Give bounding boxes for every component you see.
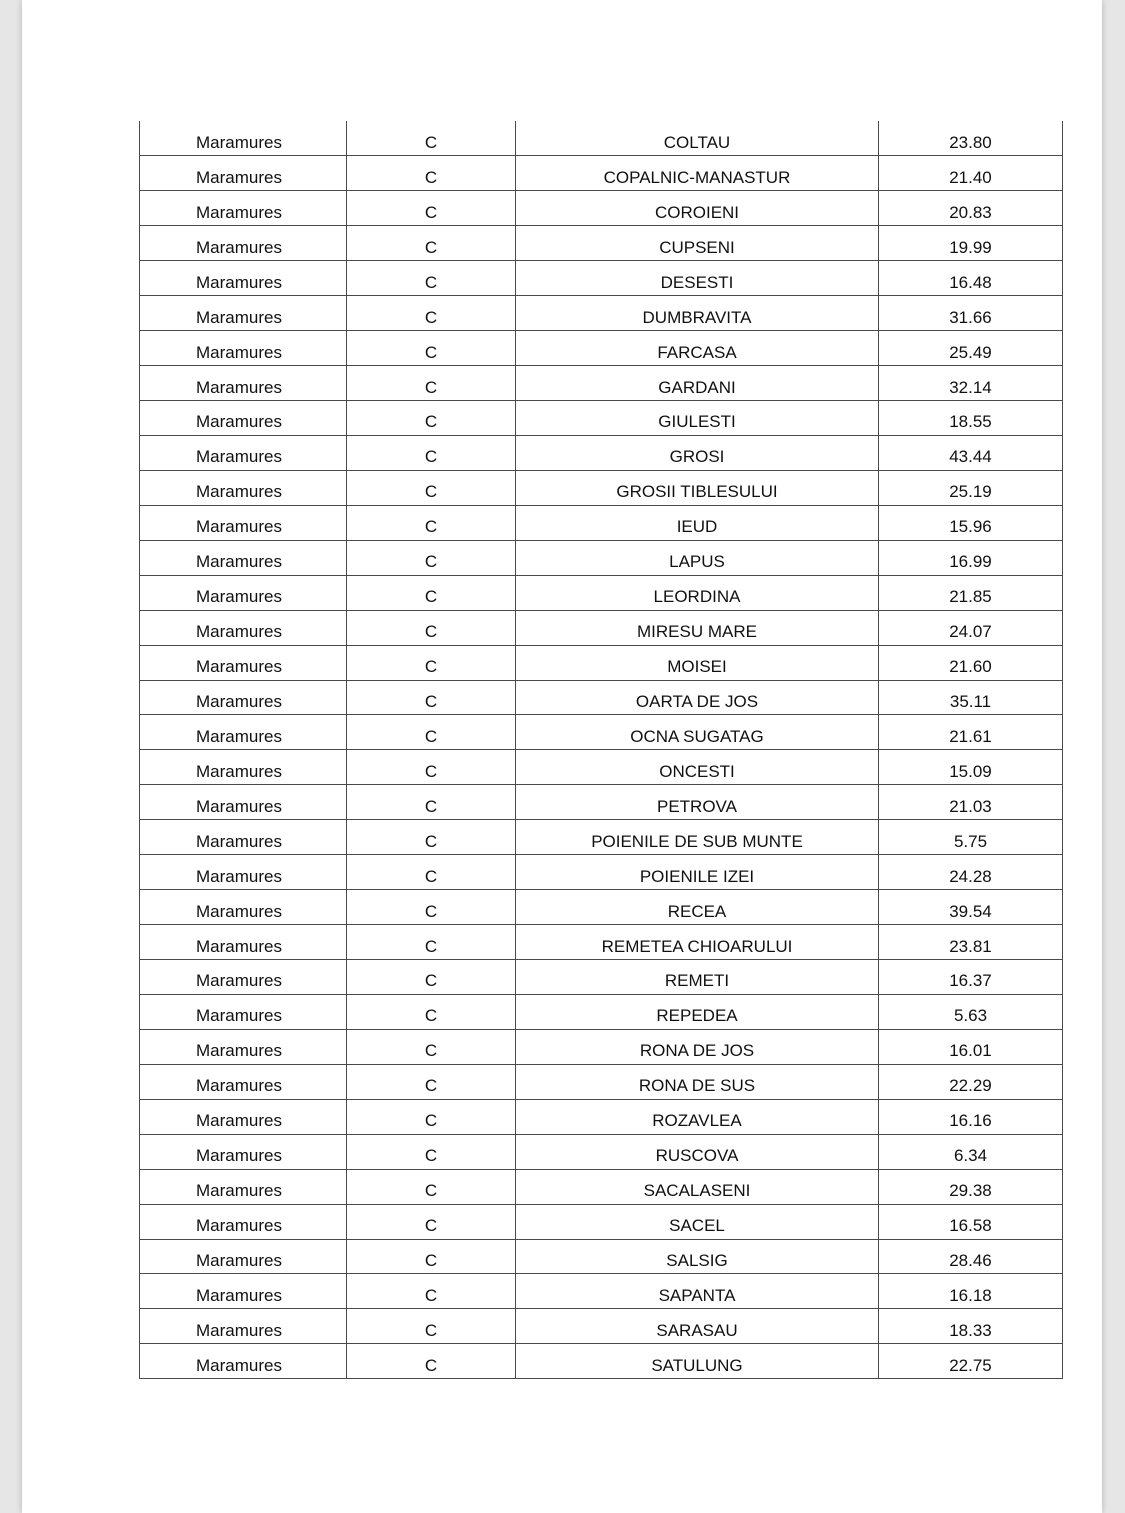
type-cell: C <box>347 505 516 540</box>
value-cell: 16.18 <box>879 1274 1063 1309</box>
value-cell: 21.40 <box>879 156 1063 191</box>
value-cell: 16.16 <box>879 1099 1063 1134</box>
table-row <box>140 470 1063 505</box>
table-row <box>140 645 1063 680</box>
locality-cell: POIENILE IZEI <box>516 855 879 890</box>
value-cell: 21.03 <box>879 785 1063 820</box>
county-cell: Maramures <box>140 331 347 366</box>
type-cell: C <box>347 1274 516 1309</box>
value-cell: 25.19 <box>879 470 1063 505</box>
county-cell: Maramures <box>140 261 347 296</box>
county-cell: Maramures <box>140 610 347 645</box>
type-cell: C <box>347 366 516 401</box>
table-row <box>140 855 1063 890</box>
locality-cell: RONA DE SUS <box>516 1064 879 1099</box>
value-cell: 31.66 <box>879 296 1063 331</box>
locality-cell: REMETI <box>516 960 879 995</box>
value-cell: 39.54 <box>879 890 1063 925</box>
county-cell: Maramures <box>140 855 347 890</box>
locality-cell: LEORDINA <box>516 575 879 610</box>
county-cell: Maramures <box>140 1204 347 1239</box>
county-cell: Maramures <box>140 680 347 715</box>
type-cell: C <box>347 401 516 436</box>
county-cell: Maramures <box>140 1029 347 1064</box>
table-row <box>140 401 1063 436</box>
table-row <box>140 121 1063 156</box>
table-row <box>140 1029 1063 1064</box>
type-cell: C <box>347 191 516 226</box>
value-cell: 20.83 <box>879 191 1063 226</box>
type-cell: C <box>347 156 516 191</box>
value-cell: 16.48 <box>879 261 1063 296</box>
table-row <box>140 540 1063 575</box>
county-cell: Maramures <box>140 1274 347 1309</box>
value-cell: 43.44 <box>879 435 1063 470</box>
type-cell: C <box>347 680 516 715</box>
county-cell: Maramures <box>140 890 347 925</box>
locality-cell: ONCESTI <box>516 750 879 785</box>
table-row <box>140 156 1063 191</box>
table-row <box>140 366 1063 401</box>
value-cell: 16.37 <box>879 960 1063 995</box>
table-row <box>140 960 1063 995</box>
type-cell: C <box>347 1134 516 1169</box>
county-cell: Maramures <box>140 226 347 261</box>
table-row <box>140 785 1063 820</box>
locality-cell: RECEA <box>516 890 879 925</box>
type-cell: C <box>347 226 516 261</box>
locality-cell: REMETEA CHIOARULUI <box>516 925 879 960</box>
table-row <box>140 925 1063 960</box>
value-cell: 21.85 <box>879 575 1063 610</box>
type-cell: C <box>347 785 516 820</box>
table-row <box>140 1169 1063 1204</box>
type-cell: C <box>347 540 516 575</box>
value-cell: 21.61 <box>879 715 1063 750</box>
type-cell: C <box>347 1239 516 1274</box>
value-cell: 23.81 <box>879 925 1063 960</box>
county-cell: Maramures <box>140 435 347 470</box>
county-cell: Maramures <box>140 1134 347 1169</box>
value-cell: 6.34 <box>879 1134 1063 1169</box>
locality-cell: COLTAU <box>516 121 879 156</box>
locality-cell: COROIENI <box>516 191 879 226</box>
type-cell: C <box>347 1029 516 1064</box>
locality-cell: GROSI <box>516 435 879 470</box>
value-cell: 16.58 <box>879 1204 1063 1239</box>
locality-cell: REPEDEA <box>516 994 879 1029</box>
table-row <box>140 890 1063 925</box>
locality-cell: DESESTI <box>516 261 879 296</box>
type-cell: C <box>347 1204 516 1239</box>
county-cell: Maramures <box>140 925 347 960</box>
table-row <box>140 1274 1063 1309</box>
table-row <box>140 331 1063 366</box>
table-row <box>140 1239 1063 1274</box>
locality-cell: SACEL <box>516 1204 879 1239</box>
county-cell: Maramures <box>140 1239 347 1274</box>
type-cell: C <box>347 331 516 366</box>
table-row <box>140 435 1063 470</box>
type-cell: C <box>347 575 516 610</box>
type-cell: C <box>347 994 516 1029</box>
table-row <box>140 191 1063 226</box>
county-cell: Maramures <box>140 156 347 191</box>
value-cell: 15.09 <box>879 750 1063 785</box>
county-cell: Maramures <box>140 366 347 401</box>
locality-cell: SATULUNG <box>516 1344 879 1379</box>
locality-cell: LAPUS <box>516 540 879 575</box>
table-row <box>140 820 1063 855</box>
data-table <box>139 121 1063 1379</box>
locality-cell: ROZAVLEA <box>516 1099 879 1134</box>
value-cell: 23.80 <box>879 121 1063 156</box>
locality-cell: SAPANTA <box>516 1274 879 1309</box>
type-cell: C <box>347 960 516 995</box>
value-cell: 29.38 <box>879 1169 1063 1204</box>
type-cell: C <box>347 296 516 331</box>
value-cell: 21.60 <box>879 645 1063 680</box>
type-cell: C <box>347 1169 516 1204</box>
table-row <box>140 505 1063 540</box>
value-cell: 15.96 <box>879 505 1063 540</box>
locality-cell: GIULESTI <box>516 401 879 436</box>
type-cell: C <box>347 470 516 505</box>
value-cell: 18.55 <box>879 401 1063 436</box>
value-cell: 22.75 <box>879 1344 1063 1379</box>
type-cell: C <box>347 890 516 925</box>
county-cell: Maramures <box>140 505 347 540</box>
county-cell: Maramures <box>140 1309 347 1344</box>
type-cell: C <box>347 1064 516 1099</box>
locality-cell: IEUD <box>516 505 879 540</box>
locality-cell: SARASAU <box>516 1309 879 1344</box>
county-cell: Maramures <box>140 121 347 156</box>
value-cell: 22.29 <box>879 1064 1063 1099</box>
type-cell: C <box>347 435 516 470</box>
value-cell: 5.63 <box>879 994 1063 1029</box>
type-cell: C <box>347 1344 516 1379</box>
table-row <box>140 1134 1063 1169</box>
table-row <box>140 1064 1063 1099</box>
locality-cell: GROSII TIBLESULUI <box>516 470 879 505</box>
locality-cell: COPALNIC-MANASTUR <box>516 156 879 191</box>
table-row <box>140 261 1063 296</box>
table-row <box>140 680 1063 715</box>
county-cell: Maramures <box>140 401 347 436</box>
locality-cell: SACALASENI <box>516 1169 879 1204</box>
value-cell: 16.01 <box>879 1029 1063 1064</box>
table-row <box>140 715 1063 750</box>
locality-cell: MOISEI <box>516 645 879 680</box>
locality-cell: CUPSENI <box>516 226 879 261</box>
locality-cell: POIENILE DE SUB MUNTE <box>516 820 879 855</box>
county-cell: Maramures <box>140 750 347 785</box>
county-cell: Maramures <box>140 820 347 855</box>
type-cell: C <box>347 750 516 785</box>
county-cell: Maramures <box>140 1344 347 1379</box>
type-cell: C <box>347 925 516 960</box>
locality-cell: PETROVA <box>516 785 879 820</box>
type-cell: C <box>347 820 516 855</box>
value-cell: 24.07 <box>879 610 1063 645</box>
locality-cell: FARCASA <box>516 331 879 366</box>
value-cell: 28.46 <box>879 1239 1063 1274</box>
locality-cell: MIRESU MARE <box>516 610 879 645</box>
table-row <box>140 1309 1063 1344</box>
county-cell: Maramures <box>140 960 347 995</box>
locality-cell: SALSIG <box>516 1239 879 1274</box>
county-cell: Maramures <box>140 1169 347 1204</box>
table-row <box>140 296 1063 331</box>
type-cell: C <box>347 645 516 680</box>
locality-cell: OCNA SUGATAG <box>516 715 879 750</box>
value-cell: 32.14 <box>879 366 1063 401</box>
document-page <box>22 0 1102 1513</box>
value-cell: 16.99 <box>879 540 1063 575</box>
value-cell: 19.99 <box>879 226 1063 261</box>
locality-cell: RUSCOVA <box>516 1134 879 1169</box>
county-cell: Maramures <box>140 296 347 331</box>
table-row <box>140 1099 1063 1134</box>
type-cell: C <box>347 261 516 296</box>
table-row <box>140 750 1063 785</box>
table-body <box>140 121 1063 1379</box>
type-cell: C <box>347 855 516 890</box>
county-cell: Maramures <box>140 994 347 1029</box>
value-cell: 5.75 <box>879 820 1063 855</box>
table-row <box>140 610 1063 645</box>
county-cell: Maramures <box>140 1099 347 1134</box>
type-cell: C <box>347 610 516 645</box>
locality-cell: DUMBRAVITA <box>516 296 879 331</box>
county-cell: Maramures <box>140 470 347 505</box>
value-cell: 18.33 <box>879 1309 1063 1344</box>
county-cell: Maramures <box>140 645 347 680</box>
county-cell: Maramures <box>140 575 347 610</box>
locality-cell: GARDANI <box>516 366 879 401</box>
county-cell: Maramures <box>140 1064 347 1099</box>
value-cell: 25.49 <box>879 331 1063 366</box>
table-row <box>140 994 1063 1029</box>
table-row <box>140 575 1063 610</box>
county-cell: Maramures <box>140 540 347 575</box>
locality-cell: RONA DE JOS <box>516 1029 879 1064</box>
county-cell: Maramures <box>140 715 347 750</box>
table-row <box>140 1344 1063 1379</box>
county-cell: Maramures <box>140 191 347 226</box>
county-cell: Maramures <box>140 785 347 820</box>
type-cell: C <box>347 1309 516 1344</box>
locality-cell: OARTA DE JOS <box>516 680 879 715</box>
value-cell: 35.11 <box>879 680 1063 715</box>
table-row <box>140 226 1063 261</box>
type-cell: C <box>347 121 516 156</box>
type-cell: C <box>347 1099 516 1134</box>
table-row <box>140 1204 1063 1239</box>
type-cell: C <box>347 715 516 750</box>
value-cell: 24.28 <box>879 855 1063 890</box>
